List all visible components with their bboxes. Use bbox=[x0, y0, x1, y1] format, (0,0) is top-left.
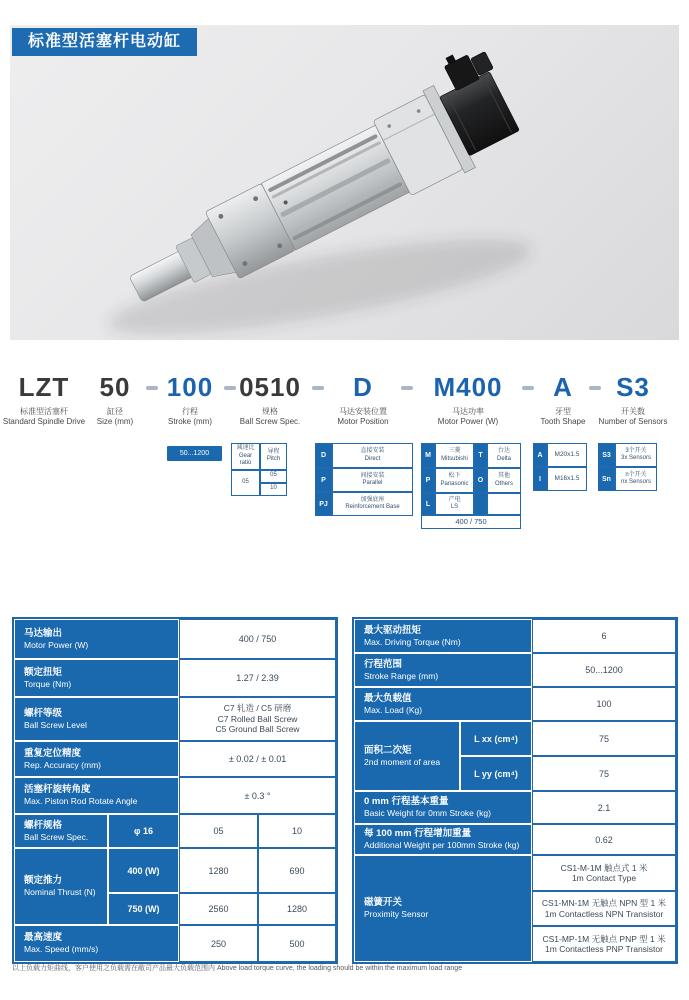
spec-value: C7 轧造 / C5 研磨 C7 Rolled Ball Screw C5 Ground Ball Screw bbox=[179, 697, 336, 741]
spec-sublabel: φ 16 bbox=[108, 814, 179, 848]
motor-brand-code: L bbox=[421, 493, 435, 515]
dash-separator bbox=[522, 386, 534, 390]
spec-value: ± 0.3 ° bbox=[179, 777, 336, 814]
spec-value: CS1-M-1M 触点式 1 米 1m Contact Type bbox=[532, 855, 676, 891]
spec-value: 1.27 / 2.39 bbox=[179, 659, 336, 697]
spec-value: 1280 bbox=[258, 893, 336, 925]
product-hero bbox=[10, 25, 679, 340]
model-segment: S3 开关数 Number of Sensors bbox=[598, 372, 668, 426]
gear-ratio-header: 减速比 Gear ratio bbox=[231, 443, 260, 470]
spec-sublabel: 400 (W) bbox=[108, 848, 179, 893]
model-code-value: 50 bbox=[99, 372, 131, 402]
spec-label: 额定推力 Nominal Thrust (N) bbox=[14, 848, 108, 925]
spec-label: 额定扭矩 Torque (Nm) bbox=[14, 659, 179, 697]
ball-screw-spec-table bbox=[231, 443, 287, 496]
spec-value: 690 bbox=[258, 848, 336, 893]
dash-separator bbox=[401, 386, 413, 390]
model-code-value: 100 bbox=[166, 372, 214, 402]
pitch-value: 05 bbox=[260, 470, 287, 483]
motor-position-table: D 直接安装 Direct P 间接安装 Parallel PJ 加强底座 Reinforcement Base bbox=[315, 443, 413, 516]
model-segment: M400 马达功率 Motor Power (W) bbox=[433, 372, 503, 426]
spec-label: 马达输出 Motor Power (W) bbox=[14, 619, 179, 659]
motor-position-code: PJ bbox=[315, 492, 332, 516]
sensors-table: S3 3个开关 3x Sensors Sn n个开关 nx Sensors bbox=[598, 443, 657, 491]
spec-value: 75 bbox=[532, 721, 676, 756]
motor-position-code: D bbox=[315, 443, 332, 468]
sensor-code: Sn bbox=[598, 467, 615, 491]
motor-brand-code: P bbox=[421, 468, 435, 493]
spec-value: 05 bbox=[179, 814, 258, 848]
model-code-value: LZT bbox=[18, 372, 70, 402]
spec-label: 螺杆等级 Ball Screw Level bbox=[14, 697, 179, 741]
tooth-shape-table: A M20x1.5 I M16x1.5 bbox=[533, 443, 587, 491]
electric-cylinder-illustration bbox=[10, 25, 679, 340]
model-code bbox=[0, 372, 689, 442]
motor-brand-code: O bbox=[474, 468, 487, 493]
model-code-value: D bbox=[353, 372, 373, 402]
spec-label: 螺杆规格 Ball Screw Spec. bbox=[14, 814, 108, 848]
spec-sublabel: L yy (cm⁴) bbox=[460, 756, 532, 791]
pitch-value: 10 bbox=[260, 483, 287, 496]
spec-label: 面积二次矩 2nd moment of area bbox=[354, 721, 460, 791]
spec-value: 400 / 750 bbox=[179, 619, 336, 659]
spec-label: 最高速度 Max. Speed (mm/s) bbox=[14, 925, 179, 962]
model-segment: 100 行程 Stroke (mm) bbox=[166, 372, 214, 426]
spec-value: 75 bbox=[532, 756, 676, 791]
spec-value: 100 bbox=[532, 687, 676, 721]
motor-power-values: 400 / 750 bbox=[421, 515, 521, 529]
model-code-value: M400 bbox=[433, 372, 503, 402]
spec-label: 每 100 mm 行程增加重量 Additional Weight per 100mm Stroke (kg) bbox=[354, 824, 532, 855]
footnote: 以上负载力矩曲线，客户使用之负载需在敝司产品最大负载范围内 Above load torque curve, the loading should be within the maximum load range bbox=[12, 965, 463, 972]
spec-label: 最大驱动扭矩 Max. Driving Torque (Nm) bbox=[354, 619, 532, 653]
spec-label: 活塞杆旋转角度 Max. Piston Rod Rotate Angle bbox=[14, 777, 179, 814]
motor-power-table: M 三菱 Mitsubishi T 台达 Delta P 松下 Panasonic O 其他 Others L 产电 LS 400 / 750 bbox=[421, 443, 521, 529]
pitch-header: 导程 Pitch bbox=[260, 443, 287, 470]
sensor-code: S3 bbox=[598, 443, 615, 467]
spec-value: 1280 bbox=[179, 848, 258, 893]
spec-table-left bbox=[12, 617, 338, 964]
spec-sublabel: L xx (cm⁴) bbox=[460, 721, 532, 756]
spec-label: 行程范围 Stroke Range (mm) bbox=[354, 653, 532, 687]
spec-label: 最大负载值 Max. Load (Kg) bbox=[354, 687, 532, 721]
model-code-value: S3 bbox=[616, 372, 650, 402]
spec-value: CS1-MN-1M 无触点 NPN 型 1 米 1m Contactless NPN Transistor bbox=[532, 891, 676, 926]
stroke-range-box: 50...1200 bbox=[167, 446, 222, 461]
spec-label: 重复定位精度 Rep. Accuracy (mm) bbox=[14, 741, 179, 777]
tooth-shape-code: I bbox=[533, 467, 547, 491]
spec-value: 2560 bbox=[179, 893, 258, 925]
spec-value: CS1-MP-1M 无触点 PNP 型 1 米 1m Contactless PNP Transistor bbox=[532, 926, 676, 962]
spec-value: 500 bbox=[258, 925, 336, 962]
gear-ratio-value: 05 bbox=[231, 470, 260, 496]
model-segment: A 牙型 Tooth Shape bbox=[540, 372, 586, 426]
spec-value: 250 bbox=[179, 925, 258, 962]
model-code-value: A bbox=[553, 372, 573, 402]
page-title: 标准型活塞杆电动缸 bbox=[12, 28, 197, 56]
spec-value: 10 bbox=[258, 814, 336, 848]
dash-separator bbox=[146, 386, 158, 390]
spec-value: ± 0.02 / ± 0.01 bbox=[179, 741, 336, 777]
dash-separator bbox=[224, 386, 236, 390]
spec-table-right bbox=[352, 617, 678, 964]
spec-value: 6 bbox=[532, 619, 676, 653]
dash-separator bbox=[589, 386, 601, 390]
motor-brand-code: T bbox=[474, 443, 487, 468]
spec-value: 0.62 bbox=[532, 824, 676, 855]
motor-brand-code: M bbox=[421, 443, 435, 468]
dash-separator bbox=[312, 386, 324, 390]
spec-label: 0 mm 行程基本重量 Basic Weight for 0mm Stroke (kg) bbox=[354, 791, 532, 824]
spec-label: 磁簧开关 Proximity Sensor bbox=[354, 855, 532, 962]
model-segment: D 马达安装位置 Motor Position bbox=[337, 372, 389, 426]
model-segment: 50 缸径 Size (mm) bbox=[96, 372, 134, 426]
tooth-shape-code: A bbox=[533, 443, 547, 467]
model-segment: 0510 规格 Ball Screw Spec. bbox=[239, 372, 301, 426]
motor-position-code: P bbox=[315, 468, 332, 492]
model-code-value: 0510 bbox=[239, 372, 301, 402]
spec-value: 50...1200 bbox=[532, 653, 676, 687]
spec-value: 2.1 bbox=[532, 791, 676, 824]
spec-sublabel: 750 (W) bbox=[108, 893, 179, 925]
model-segment: LZT 标准型活塞杆 Standard Spindle Drive bbox=[2, 372, 86, 426]
